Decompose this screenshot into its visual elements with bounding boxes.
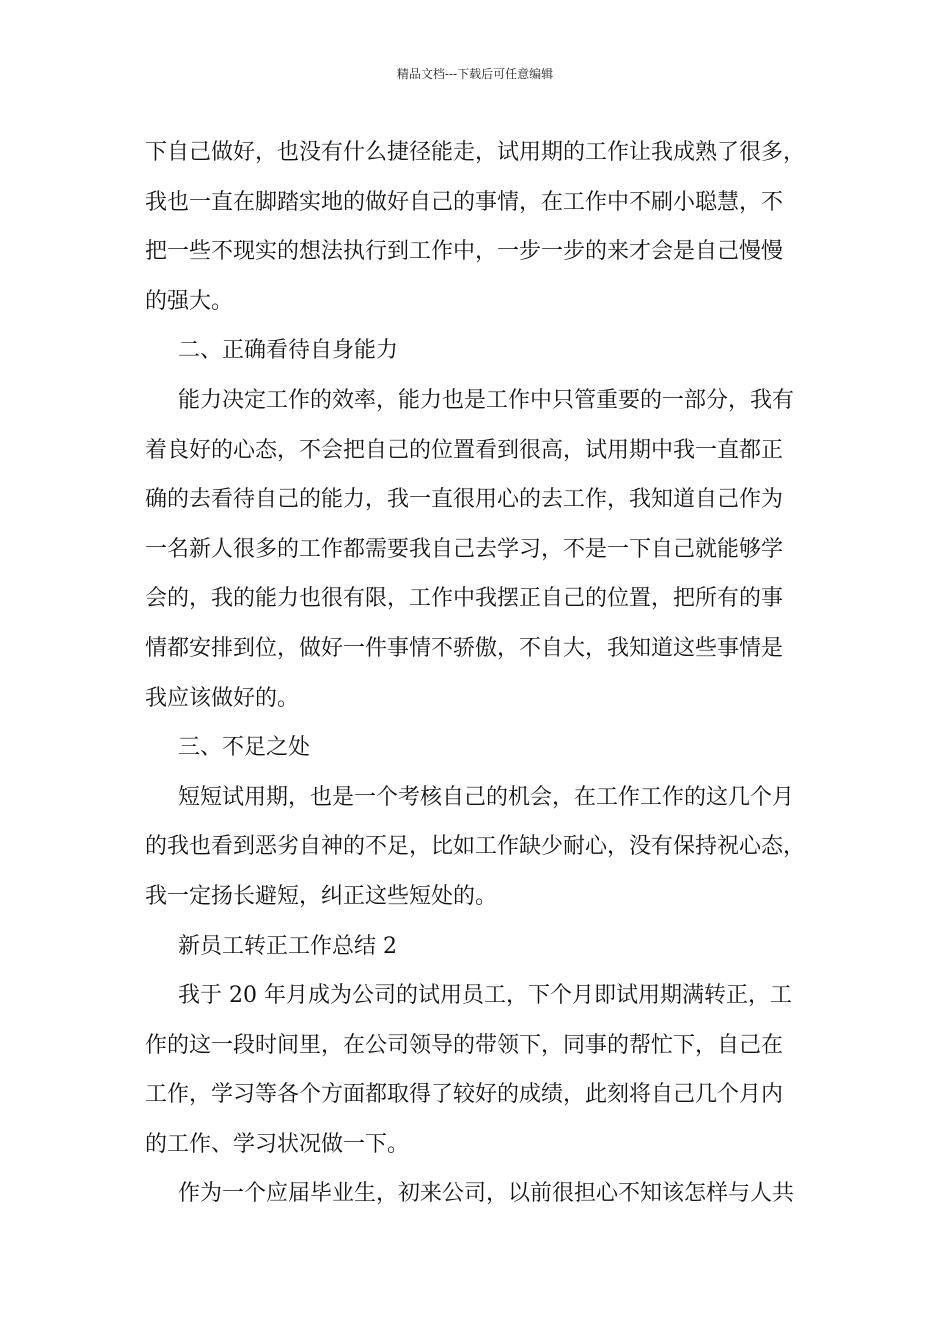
paragraph-line: 的我也看到恶劣自神的不足，比如工作缺少耐心，没有保持祝心态， [145, 834, 806, 860]
paragraph-line: 作为一个应届毕业生，初来公司，以前很担心不知该怎样与人共 [178, 1181, 795, 1207]
paragraph-line: 能力决定工作的效率，能力也是工作中只管重要的一部分，我有 [178, 387, 795, 413]
section-heading: 三、不足之处 [178, 735, 311, 761]
paragraph-line: 一名新人很多的工作都需要我自己去学习，不是一下自己就能够学 [145, 536, 784, 562]
paragraph-line: 确的去看待自己的能力，我一直很用心的去工作，我知道自己作为 [145, 487, 784, 513]
paragraph-line: 的强大。 [145, 288, 234, 314]
paragraph-line: 我一定扬长避短，纠正这些短处的。 [145, 883, 498, 909]
paragraph-line: 的工作、学习状况做一下。 [145, 1131, 410, 1157]
paragraph-line: 我也一直在脚踏实地的做好自己的事情，在工作中不刷小聪慧，不 [145, 189, 784, 215]
section-heading: 新员工转正工作总结 2 [178, 933, 397, 959]
paragraph-line: 工作，学习等各个方面都取得了较好的成绩，此刻将自己几个月内 [145, 1082, 784, 1108]
paragraph-line: 着良好的心态，不会把自己的位置看到很高，试用期中我一直都正 [145, 437, 784, 463]
paragraph-line: 会的，我的能力也很有限，工作中我摆正自己的位置，把所有的事 [145, 586, 784, 612]
paragraph-line: 作的这一段时间里，在公司领导的带领下，同事的帮忙下，自己在 [145, 1032, 784, 1058]
page-header: 精品文档---下载后可任意编辑 [396, 67, 554, 81]
paragraph-line: 情都安排到位，做好一件事情不骄傲，不自大，我知道这些事情是 [145, 635, 784, 661]
paragraph-line: 下自己做好，也没有什么捷径能走，试用期的工作让我成熟了很多， [145, 140, 806, 165]
paragraph-line: 短短试用期，也是一个考核自己的机会，在工作工作的这几个月 [178, 784, 795, 810]
paragraph-line: 把一些不现实的想法执行到工作中，一步一步的来才会是自己慢慢 [145, 239, 784, 265]
section-heading: 二、正确看待自身能力 [178, 338, 399, 364]
document-body [145, 128, 810, 1219]
paragraph-line: 我于 20 年月成为公司的试用员工，下个月即试用期满转正，工 [178, 983, 792, 1009]
paragraph-line: 我应该做好的。 [145, 685, 300, 711]
